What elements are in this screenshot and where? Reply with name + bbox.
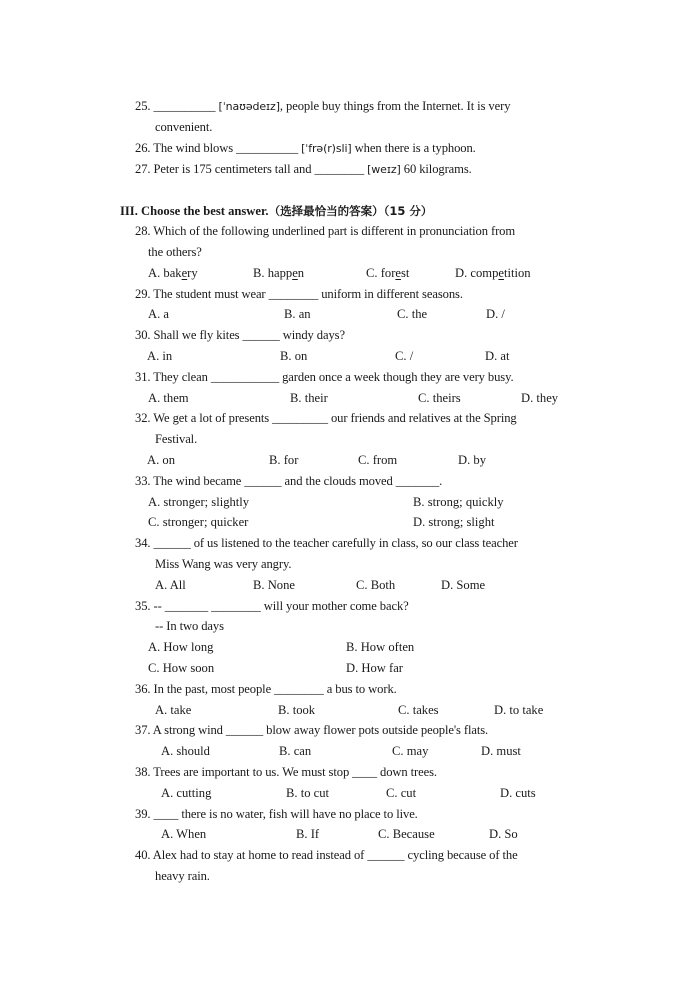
q29-option-d: D. / — [486, 307, 505, 321]
q29-option-a: A. a — [148, 307, 169, 321]
question-33: 33. The wind became ______ and the clouds moved _______. — [135, 474, 443, 488]
q27-text-b: 60 kilograms. — [400, 162, 472, 176]
q26-text-a: 26. The wind blows __________ — [135, 141, 302, 155]
q35-option-d: D. How far — [346, 661, 404, 675]
q25-text-a: 25. __________ — [135, 99, 219, 113]
question-35-line-2: -- In two days — [155, 619, 224, 633]
question-40-line-2: heavy rain. — [155, 869, 210, 883]
question-26 — [135, 140, 476, 157]
question-25-line-2: convenient. — [155, 120, 213, 134]
q37-option-c: C. may — [392, 744, 429, 758]
section-3-heading — [120, 203, 432, 219]
question-27 — [135, 161, 472, 178]
q35-option-c: C. How soon — [148, 661, 215, 675]
q37-option-b: B. can — [279, 744, 312, 758]
q30-option-c: C. / — [395, 349, 414, 363]
q28-option-c: C. forest — [366, 266, 410, 280]
q35-option-a: A. How long — [148, 640, 214, 654]
question-32-line-2: Festival. — [155, 432, 198, 446]
q33-option-b: B. strong; quickly — [413, 495, 504, 509]
q37-option-d: D. must — [481, 744, 521, 758]
q28-b-underlined: e — [292, 266, 298, 280]
question-34-line-2: Miss Wang was very angry. — [155, 557, 292, 571]
q31-option-c: C. theirs — [418, 391, 461, 405]
q28-option-a: A. bakery — [148, 266, 198, 280]
q36-option-a: A. take — [155, 703, 192, 717]
q26-text-b: when there is a typhoon. — [351, 141, 476, 155]
section-3-title-zh: （选择最恰当的答案）（15 分） — [268, 204, 433, 218]
q27-text-a: 27. Peter is 175 centimeters tall and ________ — [135, 162, 368, 176]
question-30: 30. Shall we fly kites ______ windy days? — [135, 328, 345, 342]
question-40-line-1: 40. Alex had to stay at home to read instead of ______ cycling because of the — [135, 848, 518, 862]
section-3-title: III. Choose the best answer. — [120, 204, 269, 218]
q31-option-b: B. their — [290, 391, 328, 405]
q31-option-a: A. them — [148, 391, 189, 405]
q34-option-b: B. None — [253, 578, 295, 592]
question-39: 39. ____ there is no water, fish will have no place to live. — [135, 807, 418, 821]
q32-option-d: D. by — [458, 453, 486, 467]
q38-option-d: D. cuts — [500, 786, 536, 800]
question-38: 38. Trees are important to us. We must stop ____ down trees. — [135, 765, 437, 779]
q33-option-c: C. stronger; quicker — [148, 515, 249, 529]
q28-option-b: B. happen — [253, 266, 305, 280]
q29-option-c: C. the — [397, 307, 428, 321]
q39-option-d: D. So — [489, 827, 518, 841]
q28-d-underlined: e — [498, 266, 504, 280]
q38-option-a: A. cutting — [161, 786, 212, 800]
q38-option-b: B. to cut — [286, 786, 330, 800]
q36-option-b: B. took — [278, 703, 316, 717]
question-32-line-1: 32. We get a lot of presents _________ our friends and relatives at the Spring — [135, 411, 517, 425]
q25-text-b: , people buy things from the Internet. It is very — [279, 99, 511, 113]
q35-option-b: B. How often — [346, 640, 415, 654]
question-29: 29. The student must wear ________ uniform in different seasons. — [135, 287, 463, 301]
q34-option-c: C. Both — [356, 578, 396, 592]
q25-phonetic: [ˈnaʊədeɪz] — [218, 100, 280, 113]
q29-option-b: B. an — [284, 307, 311, 321]
q30-option-d: D. at — [485, 349, 510, 363]
q38-option-c: C. cut — [386, 786, 417, 800]
q32-option-b: B. for — [269, 453, 299, 467]
q31-option-d: D. they — [521, 391, 559, 405]
q33-option-a: A. stronger; slightly — [148, 495, 250, 509]
q26-phonetic: [ˈfrə(r)sli] — [301, 142, 352, 155]
q28-c-underlined: e — [395, 266, 401, 280]
q39-option-b: B. If — [296, 827, 320, 841]
q37-option-a: A. should — [161, 744, 210, 758]
question-37: 37. A strong wind ______ blow away flower pots outside people's flats. — [135, 723, 489, 737]
question-36: 36. In the past, most people ________ a bus to work. — [135, 682, 397, 696]
q27-phonetic: [weɪz] — [367, 163, 401, 176]
question-25-line-1 — [135, 98, 510, 115]
question-28-line-1: 28. Which of the following underlined part is different in pronunciation from — [135, 224, 516, 238]
q36-option-d: D. to take — [494, 703, 544, 717]
q28-option-d: D. competition — [455, 266, 531, 280]
question-28-line-2: the others? — [148, 245, 202, 259]
q39-option-a: A. When — [161, 827, 207, 841]
q28-a-underlined: e — [181, 266, 188, 280]
q34-option-a: A. All — [155, 578, 186, 592]
q33-option-d: D. strong; slight — [413, 515, 495, 529]
q36-option-c: C. takes — [398, 703, 439, 717]
q30-option-b: B. on — [280, 349, 308, 363]
q30-option-a: A. in — [147, 349, 173, 363]
question-35-line-1: 35. -- _______ ________ will your mother come back? — [135, 599, 409, 613]
q32-option-c: C. from — [358, 453, 398, 467]
q34-option-d: D. Some — [441, 578, 486, 592]
q39-option-c: C. Because — [378, 827, 435, 841]
q32-option-a: A. on — [147, 453, 175, 467]
question-31: 31. They clean ___________ garden once a week though they are very busy. — [135, 370, 514, 384]
question-34-line-1: 34. ______ of us listened to the teacher carefully in class, so our class teacher — [135, 536, 518, 550]
